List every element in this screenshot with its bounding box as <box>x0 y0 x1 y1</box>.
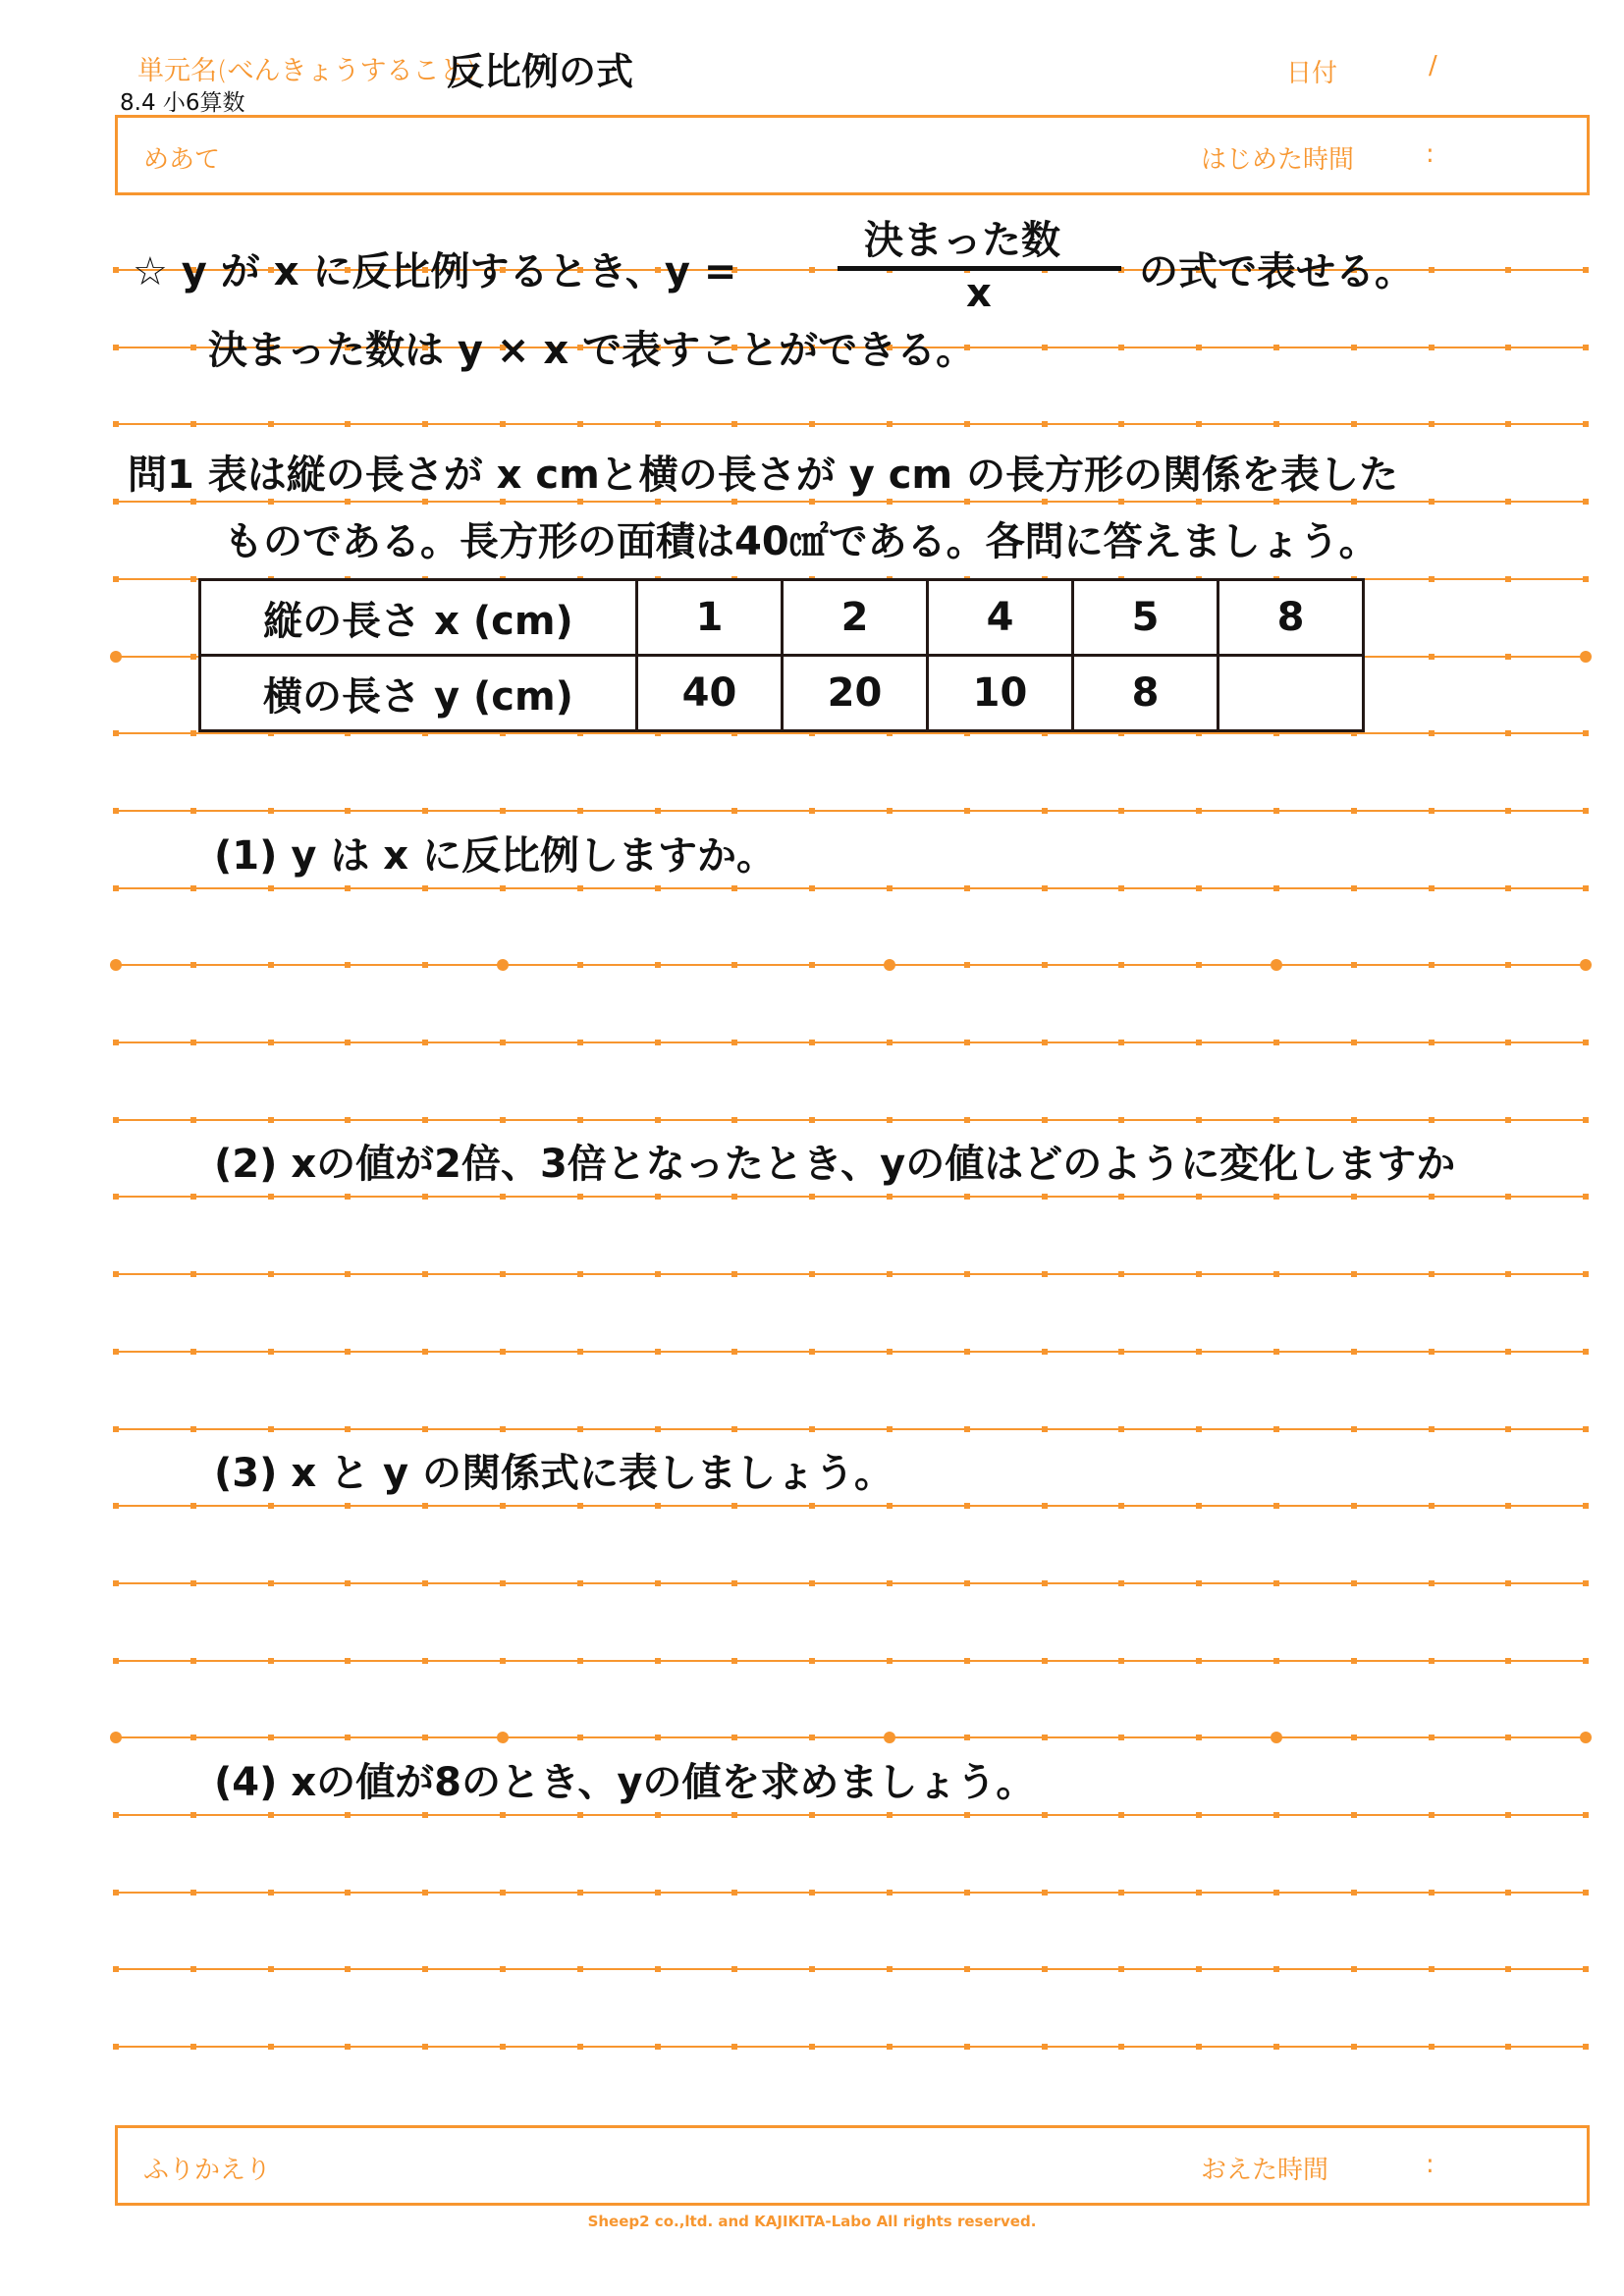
line-dot-marker <box>655 421 661 427</box>
table-cell: 8 <box>1073 656 1218 731</box>
line-dot-marker <box>1273 345 1279 350</box>
line-dot-marker <box>1351 808 1357 814</box>
date-label: 日付 <box>1286 59 1338 88</box>
answer-area-3[interactable] <box>116 1507 1586 1737</box>
table-cell: 20 <box>783 656 928 731</box>
review-label: ふりかえり <box>143 2156 272 2185</box>
line-dot-marker <box>809 421 815 427</box>
fraction-numerator: 決まった数 <box>864 218 1060 263</box>
table-cell: 40 <box>637 656 783 731</box>
line-dot-marker <box>422 421 428 427</box>
table-header-horizontal: 横の長さ y (cm) <box>200 656 637 731</box>
end-time-label: おえた時間 <box>1201 2156 1329 2185</box>
ruled-line <box>116 1119 1586 1121</box>
line-dot-marker <box>1505 654 1511 660</box>
problem-line-1: 問1 表は縦の長さが x cmと横の長さが y cm の長方形の関係を表した <box>128 453 1399 498</box>
line-dot-marker <box>190 808 196 814</box>
line-dot-marker <box>1505 808 1511 814</box>
fraction-denominator: x <box>966 271 992 316</box>
table-header-vertical: 縦の長さ x (cm) <box>200 580 637 656</box>
line-dot-marker <box>1583 345 1589 350</box>
line-dot-marker <box>113 808 119 814</box>
line-dot-marker <box>809 267 815 273</box>
line-dot-marker <box>113 730 119 736</box>
line-dot-marker <box>655 808 661 814</box>
line-dot-marker <box>268 808 274 814</box>
goal-label: めあて <box>143 145 221 175</box>
line-dot-marker <box>113 345 119 350</box>
review-box[interactable] <box>115 2125 1590 2206</box>
line-dot-marker <box>809 808 815 814</box>
table-row-horizontal <box>200 656 1364 731</box>
line-dot-marker <box>190 576 196 582</box>
line-dot-marker <box>1273 421 1279 427</box>
line-dot-marker <box>1118 345 1124 350</box>
line-dot-marker <box>1429 267 1435 273</box>
line-dot-marker <box>1583 808 1589 814</box>
line-dot-marker <box>1273 808 1279 814</box>
line-dot-marker <box>1583 576 1589 582</box>
worksheet-title: 反比例の式 <box>447 50 634 93</box>
line-dot-marker <box>1580 651 1592 663</box>
line-dot-marker <box>1042 345 1048 350</box>
line-dot-marker <box>1042 421 1048 427</box>
answer-area-4[interactable] <box>116 1816 1586 2110</box>
length-table <box>198 578 1365 732</box>
line-dot-marker <box>345 421 351 427</box>
line-dot-marker <box>1429 499 1435 505</box>
line-dot-marker <box>731 808 737 814</box>
ruled-line <box>116 423 1586 425</box>
line-dot-marker <box>1505 730 1511 736</box>
question-1: (1) y は x に反比例しますか。 <box>214 833 776 879</box>
line-dot-marker <box>1196 421 1202 427</box>
answer-blank-cell[interactable] <box>1218 656 1364 731</box>
line-dot-marker <box>113 576 119 582</box>
rule-line-2: 決まった数は y × x で表すことができる。 <box>208 328 976 373</box>
table-cell: 5 <box>1073 580 1218 656</box>
line-dot-marker <box>190 421 196 427</box>
line-dot-marker <box>1505 345 1511 350</box>
table-row-vertical <box>200 580 1364 656</box>
line-dot-marker <box>345 808 351 814</box>
table-cell: 10 <box>928 656 1073 731</box>
question-2: (2) xの値が2倍、3倍となったとき、yの値はどのように変化しますか <box>214 1142 1456 1187</box>
line-dot-marker <box>577 421 583 427</box>
table-cell: 8 <box>1218 580 1364 656</box>
line-dot-marker <box>1429 730 1435 736</box>
line-dot-marker <box>1505 499 1511 505</box>
line-dot-marker <box>1429 421 1435 427</box>
grade-subject-label: 8.4 小6算数 <box>120 90 245 116</box>
line-dot-marker <box>1118 808 1124 814</box>
line-dot-marker <box>500 421 506 427</box>
question-3: (3) x と y の関係式に表しましょう。 <box>214 1451 893 1496</box>
line-dot-marker <box>577 808 583 814</box>
line-dot-marker <box>1351 421 1357 427</box>
line-dot-marker <box>190 345 196 350</box>
table-cell: 2 <box>783 580 928 656</box>
line-dot-marker <box>1118 421 1124 427</box>
line-dot-marker <box>964 808 970 814</box>
start-time-label: はじめた時間 <box>1201 145 1355 175</box>
line-dot-marker <box>500 808 506 814</box>
problem-line-2: ものである。長方形の面積は40㎠である。各問に答えましょう。 <box>224 519 1379 564</box>
line-dot-marker <box>110 651 122 663</box>
line-dot-marker <box>1583 730 1589 736</box>
line-dot-marker <box>887 808 893 814</box>
copyright-footer: Sheep2 co.,ltd. and KAJIKITA-Labo All rights reserved. <box>587 2213 1037 2230</box>
rule-line-1 <box>133 240 736 296</box>
line-dot-marker <box>1505 576 1511 582</box>
line-dot-marker <box>1505 421 1511 427</box>
line-dot-marker <box>1583 267 1589 273</box>
ruled-line <box>116 732 1586 734</box>
unit-name-label: 単元名(べんきょうすること) <box>137 56 477 86</box>
start-time-colon: : <box>1426 139 1435 169</box>
line-dot-marker <box>113 267 119 273</box>
line-dot-marker <box>1429 654 1435 660</box>
line-dot-marker <box>1583 421 1589 427</box>
date-slash: / <box>1429 51 1437 80</box>
rule-line-1-pre: y が x に反比例するとき、y = <box>181 249 737 294</box>
line-dot-marker <box>1196 808 1202 814</box>
line-dot-marker <box>1505 267 1511 273</box>
line-dot-marker <box>1429 808 1435 814</box>
line-dot-marker <box>190 730 196 736</box>
line-dot-marker <box>422 808 428 814</box>
line-dot-marker <box>1042 808 1048 814</box>
line-dot-marker <box>1429 576 1435 582</box>
line-dot-marker <box>1583 499 1589 505</box>
table-cell: 1 <box>637 580 783 656</box>
question-4: (4) xの値が8のとき、yの値を求めましょう。 <box>214 1760 1036 1805</box>
goal-box[interactable] <box>115 115 1590 195</box>
rule-line-1-post: の式で表せる。 <box>1139 249 1414 294</box>
line-dot-marker <box>964 421 970 427</box>
line-dot-marker <box>113 499 119 505</box>
line-dot-marker <box>731 421 737 427</box>
line-dot-marker <box>1351 345 1357 350</box>
table-cell: 4 <box>928 580 1073 656</box>
answer-area-1[interactable] <box>116 888 1586 1119</box>
ruled-line <box>116 1428 1586 1430</box>
ruled-line <box>116 810 1586 812</box>
ruled-line <box>116 501 1586 503</box>
end-time-colon: : <box>1426 2150 1435 2179</box>
line-dot-marker <box>1429 345 1435 350</box>
line-dot-marker <box>887 421 893 427</box>
star-icon: ☆ <box>133 249 168 294</box>
line-dot-marker <box>113 421 119 427</box>
line-dot-marker <box>1196 345 1202 350</box>
answer-area-2[interactable] <box>116 1198 1586 1428</box>
line-dot-marker <box>190 654 196 660</box>
line-dot-marker <box>268 421 274 427</box>
